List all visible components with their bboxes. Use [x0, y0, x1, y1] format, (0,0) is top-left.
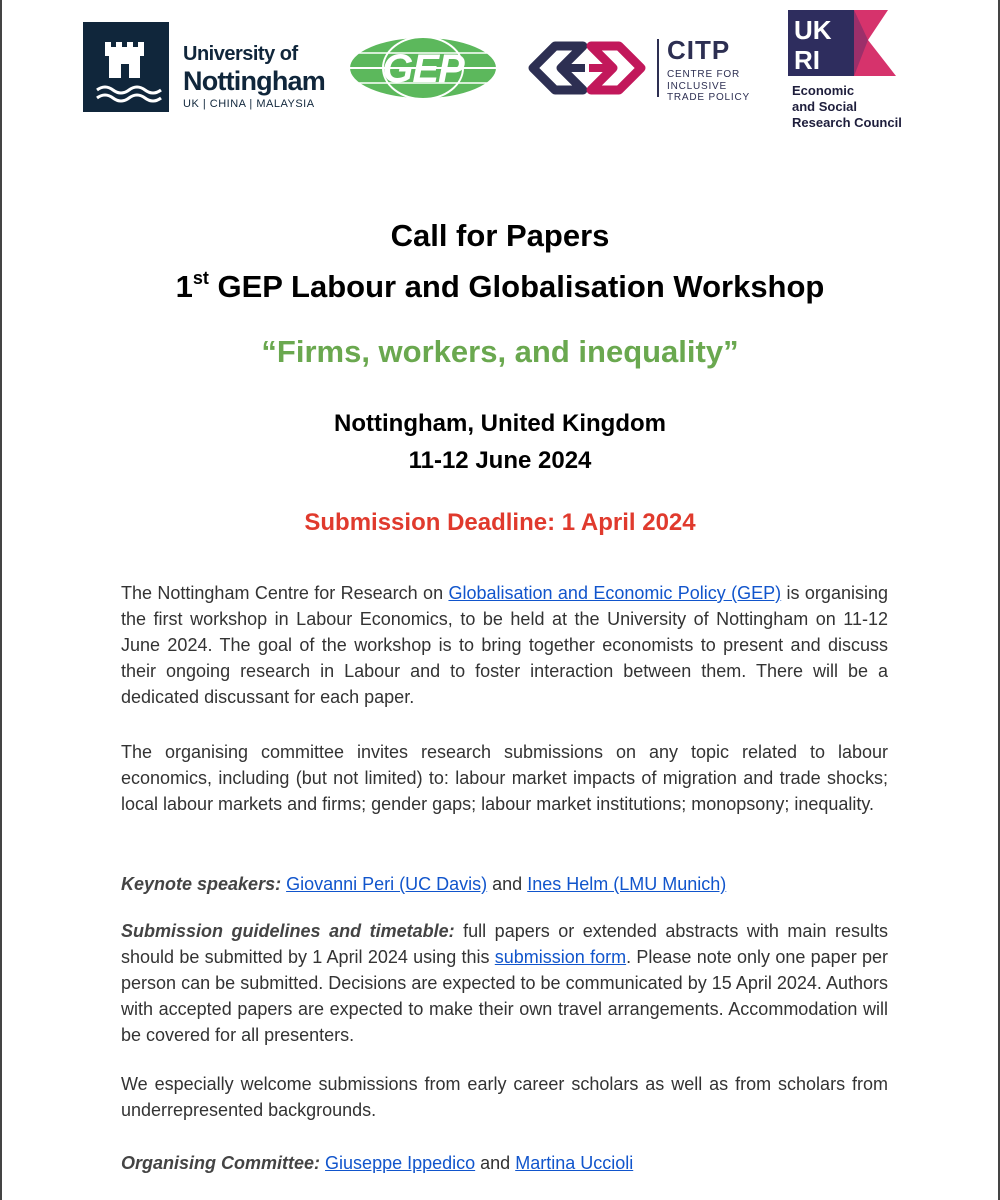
committee-link-uccioli[interactable]: Martina Uccioli: [515, 1153, 634, 1173]
esrc-line-3: Research Council: [792, 115, 902, 130]
workshop-dates: 11-12 June 2024: [408, 447, 592, 474]
citp-line-3: TRADE POLICY: [667, 92, 750, 103]
gep-logo-text: GEP: [382, 47, 464, 91]
keynote-link-peri[interactable]: Giovanni Peri (UC Davis): [286, 874, 488, 894]
guidelines-label: Submission guidelines and timetable:: [121, 921, 455, 941]
keynote-link-helm[interactable]: Ines Helm (LMU Munich): [527, 874, 727, 894]
uon-line-3: UK | CHINA | MALAYSIA: [183, 98, 315, 110]
committee-label: Organising Committee:: [121, 1153, 321, 1173]
citp-chain-icon: [525, 35, 649, 101]
committee-and: and: [475, 1153, 516, 1173]
esrc-line-2: and Social: [792, 99, 858, 114]
uon-line-2: Nottingham: [183, 66, 325, 96]
citp-logo: [525, 35, 757, 101]
esrc-name: [792, 83, 902, 131]
citp-divider: [657, 39, 659, 97]
organising-committee: [121, 1150, 888, 1176]
citp-line-1: CENTRE FOR: [667, 69, 740, 80]
workshop-location: Nottingham, United Kingdom: [334, 410, 666, 437]
page-title: Call for Papers: [390, 218, 610, 253]
committee-link-ippedico[interactable]: Giuseppe Ippedico: [325, 1153, 476, 1173]
keynote-label: Keynote speakers:: [121, 874, 282, 894]
keynote-speakers: [121, 871, 888, 897]
gep-link[interactable]: Globalisation and Economic Policy (GEP): [448, 583, 782, 603]
ukri-mark-top: UK: [794, 15, 832, 45]
castle-crest-icon: [83, 22, 169, 112]
esrc-line-1: Economic: [792, 83, 855, 98]
citp-acronym: CITP: [667, 35, 731, 65]
workshop-ordinal-suffix: st: [192, 268, 209, 288]
workshop-name: GEP Labour and Globalisation Workshop: [208, 269, 825, 304]
ukri-mark-icon: [788, 10, 898, 76]
citp-fullname: [667, 69, 750, 104]
citp-line-2: INCLUSIVE: [667, 80, 727, 92]
uon-line-1: University of: [183, 43, 298, 65]
workshop-number: 1: [175, 269, 193, 304]
gep-logo: [347, 35, 499, 101]
university-of-nottingham-logo: [83, 22, 325, 112]
ukri-esrc-logo: [788, 10, 928, 130]
keynote-and: and: [487, 874, 528, 894]
intro-paragraph: [121, 580, 888, 710]
welcome-paragraph: We especially welcome submissions from early career scholars as well as from scholars from underrepresented backgrounds.: [121, 1074, 888, 1120]
ukri-mark-bottom: RI: [794, 45, 820, 75]
topics-paragraph: The organising committee invites research submissions on any topic related to labour economics, including (but not limited) to: labour market impacts of migration and trade shocks; local labour markets and firms; gender gaps; labour market institutions; monopsony; inequality.: [121, 742, 888, 814]
page-edge-left: [0, 0, 2, 1200]
guidelines-text-start: full papers or extended abstracts with main results should be submitted by 1 April 2024 using this: [121, 921, 888, 967]
intro-text-end: is organising the first workshop in Labour Economics, to be held at the University of Nottingham on 11-12 June 2024. The goal of the workshop is to bring together economists to present and discuss their ongoing research in Labour and to foster interaction between them. There will be a dedicated discussant for each paper.: [121, 583, 888, 707]
submission-guidelines: [121, 918, 888, 1048]
workshop-theme: “Firms, workers, and inequality”: [261, 334, 739, 369]
submission-deadline: Submission Deadline: 1 April 2024: [304, 509, 696, 536]
guidelines-text-end: . Please note only one paper per person can be submitted. Decisions are expected to be communicated by 15 April 2024. Authors with accepted papers are expected to make their own travel arrangements. Accommodation will be covered for all presenters.: [121, 947, 888, 1045]
workshop-title: [0, 269, 1000, 305]
intro-text-start: The Nottingham Centre for Research on: [121, 583, 449, 603]
submission-form-link[interactable]: submission form: [494, 947, 627, 967]
